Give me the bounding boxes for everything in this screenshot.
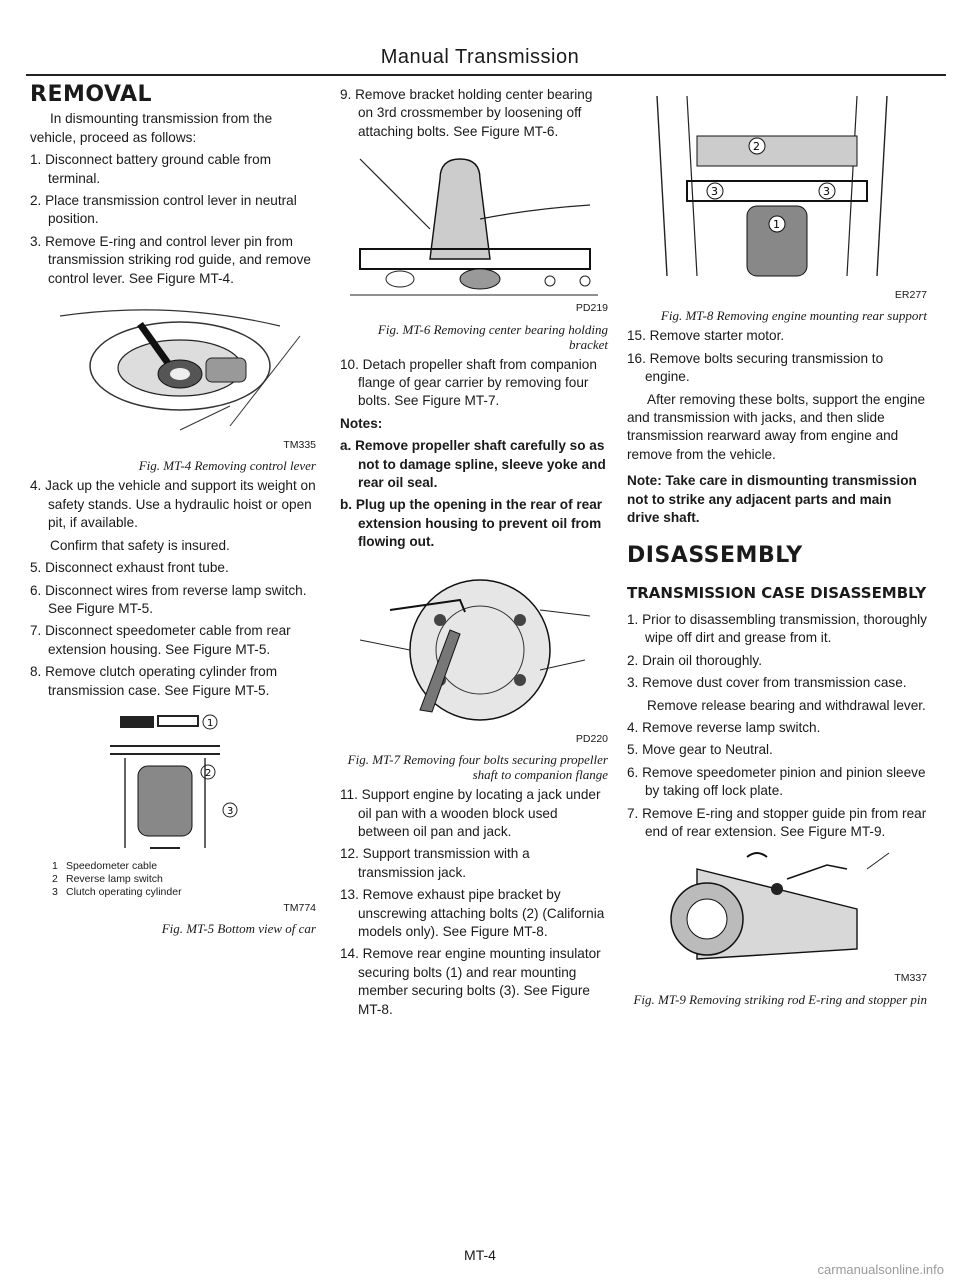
figure-caption: Fig. MT-7 Removing four bolts securing propeller shaft to companion flange: [347, 752, 608, 783]
bottom-view-illustration: [30, 708, 316, 858]
svg-text:1: 1: [207, 717, 214, 729]
disassembly-step-2: 2. Drain oil thoroughly.: [627, 652, 763, 668]
step-11: 11. Support engine by locating a jack under oil pan with a wooden block used between oil pan and jack.: [340, 787, 601, 839]
disassembly-step-3: 3. Remove dust cover from transmission case.: [627, 675, 907, 691]
figure-legend: [52, 860, 316, 899]
column-removal: [30, 82, 316, 940]
center-bearing-illustration: [340, 149, 608, 299]
step-5: 5. Disconnect exhaust front tube.: [30, 560, 229, 576]
dismount-note: Note: Take care in dismounting transmission not to strike any adjacent parts and main drive shaft.: [627, 473, 917, 526]
figure-code: TM335: [283, 439, 316, 452]
case-disassembly-subheading: TRANSMISSION CASE DISASSEMBLY: [627, 583, 927, 602]
svg-text:3: 3: [823, 185, 830, 198]
header-rule: [26, 74, 946, 76]
step-7: 7. Disconnect speedometer cable from rear extension housing. See Figure MT-5.: [30, 623, 291, 657]
legend-item: 1 Speedometer cable: [52, 859, 158, 872]
step-2: 2. Place transmission control lever in neutral position.: [30, 193, 297, 227]
figure-caption: Fig. MT-6 Removing center bearing holding bracket: [377, 321, 608, 352]
disassembly-step-6: 6. Remove speedometer pinion and pinion sleeve by taking off lock plate.: [627, 764, 926, 799]
control-lever-illustration: [30, 296, 316, 436]
figure-mt7: [340, 560, 608, 748]
step-10: 10. Detach propeller shaft from companion flange of gear carrier by removing four bolts. See Figure MT-7.: [340, 356, 597, 409]
figure-caption: Fig. MT-9 Removing striking rod E-ring and stopper pin: [633, 991, 927, 1007]
figure-code: TM337: [894, 972, 927, 985]
disassembly-step-5: 5. Move gear to Neutral.: [627, 742, 773, 758]
svg-text:1: 1: [773, 218, 780, 231]
page-header: Manual Transmission: [380, 46, 580, 68]
legend-item: 3 Clutch operating cylinder: [52, 885, 182, 898]
disassembly-heading: DISASSEMBLY: [627, 543, 803, 569]
support-paragraph: After removing these bolts, support the engine and transmission with jacks, and then slide transmission rearward away from engine and remove from the vehicle.: [627, 391, 926, 462]
watermark: carmanualsonline.info: [817, 1262, 944, 1277]
step-8: 8. Remove clutch operating cylinder from transmission case. See Figure MT-5.: [30, 664, 278, 698]
figure-mt8: [627, 86, 927, 304]
figure-caption: Fig. MT-4 Removing control lever: [138, 458, 316, 474]
engine-mounting-illustration: [627, 86, 927, 286]
disassembly-step-4: 4. Remove reverse lamp switch.: [627, 719, 821, 735]
figure-mt6: [340, 149, 608, 317]
striking-rod-illustration: [627, 849, 927, 969]
step-15: 15. Remove starter motor.: [627, 328, 785, 344]
figure-code: PD219: [575, 302, 608, 315]
column-disassembly: [627, 86, 927, 1011]
step-1: 1. Disconnect battery ground cable from terminal.: [30, 152, 272, 186]
figure-code: TM774: [283, 901, 316, 914]
legend-item: 2 Reverse lamp switch: [52, 872, 163, 885]
figure-mt9: [627, 849, 927, 987]
step-12: 12. Support transmission with a transmission jack.: [340, 846, 530, 880]
step-14: 14. Remove rear engine mounting insulator securing bolts (1) and rear mounting member securing bolts (3). See Figure MT-8.: [340, 946, 601, 1017]
note-b: b. Plug up the opening in the rear of rear extension housing to prevent oil from flowing out.: [340, 497, 603, 550]
column-middle: [340, 86, 608, 1023]
figure-mt5: [30, 708, 316, 917]
step-9: 9. Remove bracket holding center bearing on 3rd crossmember by loosening off attaching bolts. See Figure MT-6.: [340, 87, 593, 139]
safety-confirm: Confirm that safety is insured.: [50, 537, 230, 553]
propeller-shaft-illustration: [340, 560, 608, 730]
figure-caption: Fig. MT-8 Removing engine mounting rear support: [660, 308, 927, 324]
removal-intro: In dismounting transmission from the vehicle, proceed as follows:: [30, 111, 273, 145]
step-4: 4. Jack up the vehicle and support its weight on safety stands. Use a hydraulic hoist or open pit, if available.: [30, 478, 316, 531]
step-16: 16. Remove bolts securing transmission to engine.: [627, 350, 884, 385]
svg-text:3: 3: [711, 185, 718, 198]
svg-text:2: 2: [205, 767, 212, 779]
svg-text:3: 3: [227, 805, 234, 817]
disassembly-step-1: 1. Prior to disassembling transmission, thoroughly wipe off dirt and grease from it.: [627, 611, 927, 646]
step-6: 6. Disconnect wires from reverse lamp switch. See Figure MT-5.: [30, 582, 307, 616]
release-bearing-paragraph: Remove release bearing and withdrawal lever.: [647, 697, 926, 713]
figure-caption: Fig. MT-5 Bottom view of car: [161, 921, 316, 937]
page-number: MT-4: [464, 1247, 496, 1263]
note-a: a. Remove propeller shaft carefully so as not to damage spline, sleeve yoke and rear oil seal.: [340, 438, 606, 491]
figure-code: PD220: [575, 732, 608, 745]
removal-heading: REMOVAL: [30, 82, 153, 107]
step-3: 3. Remove E-ring and control lever pin from transmission striking rod guide, and remove control lever. See Figure MT-4.: [30, 233, 311, 286]
figure-mt4: [30, 296, 316, 454]
figure-code: ER277: [894, 289, 927, 301]
notes-label: Notes:: [340, 415, 383, 431]
step-13: 13. Remove exhaust pipe bracket by unscrewing attaching bolts (2) (California models only). See Figure MT-8.: [340, 887, 605, 939]
disassembly-step-7: 7. Remove E-ring and stopper guide pin from rear end of rear extension. See Figure MT-9.: [627, 805, 927, 839]
svg-text:2: 2: [753, 140, 760, 153]
